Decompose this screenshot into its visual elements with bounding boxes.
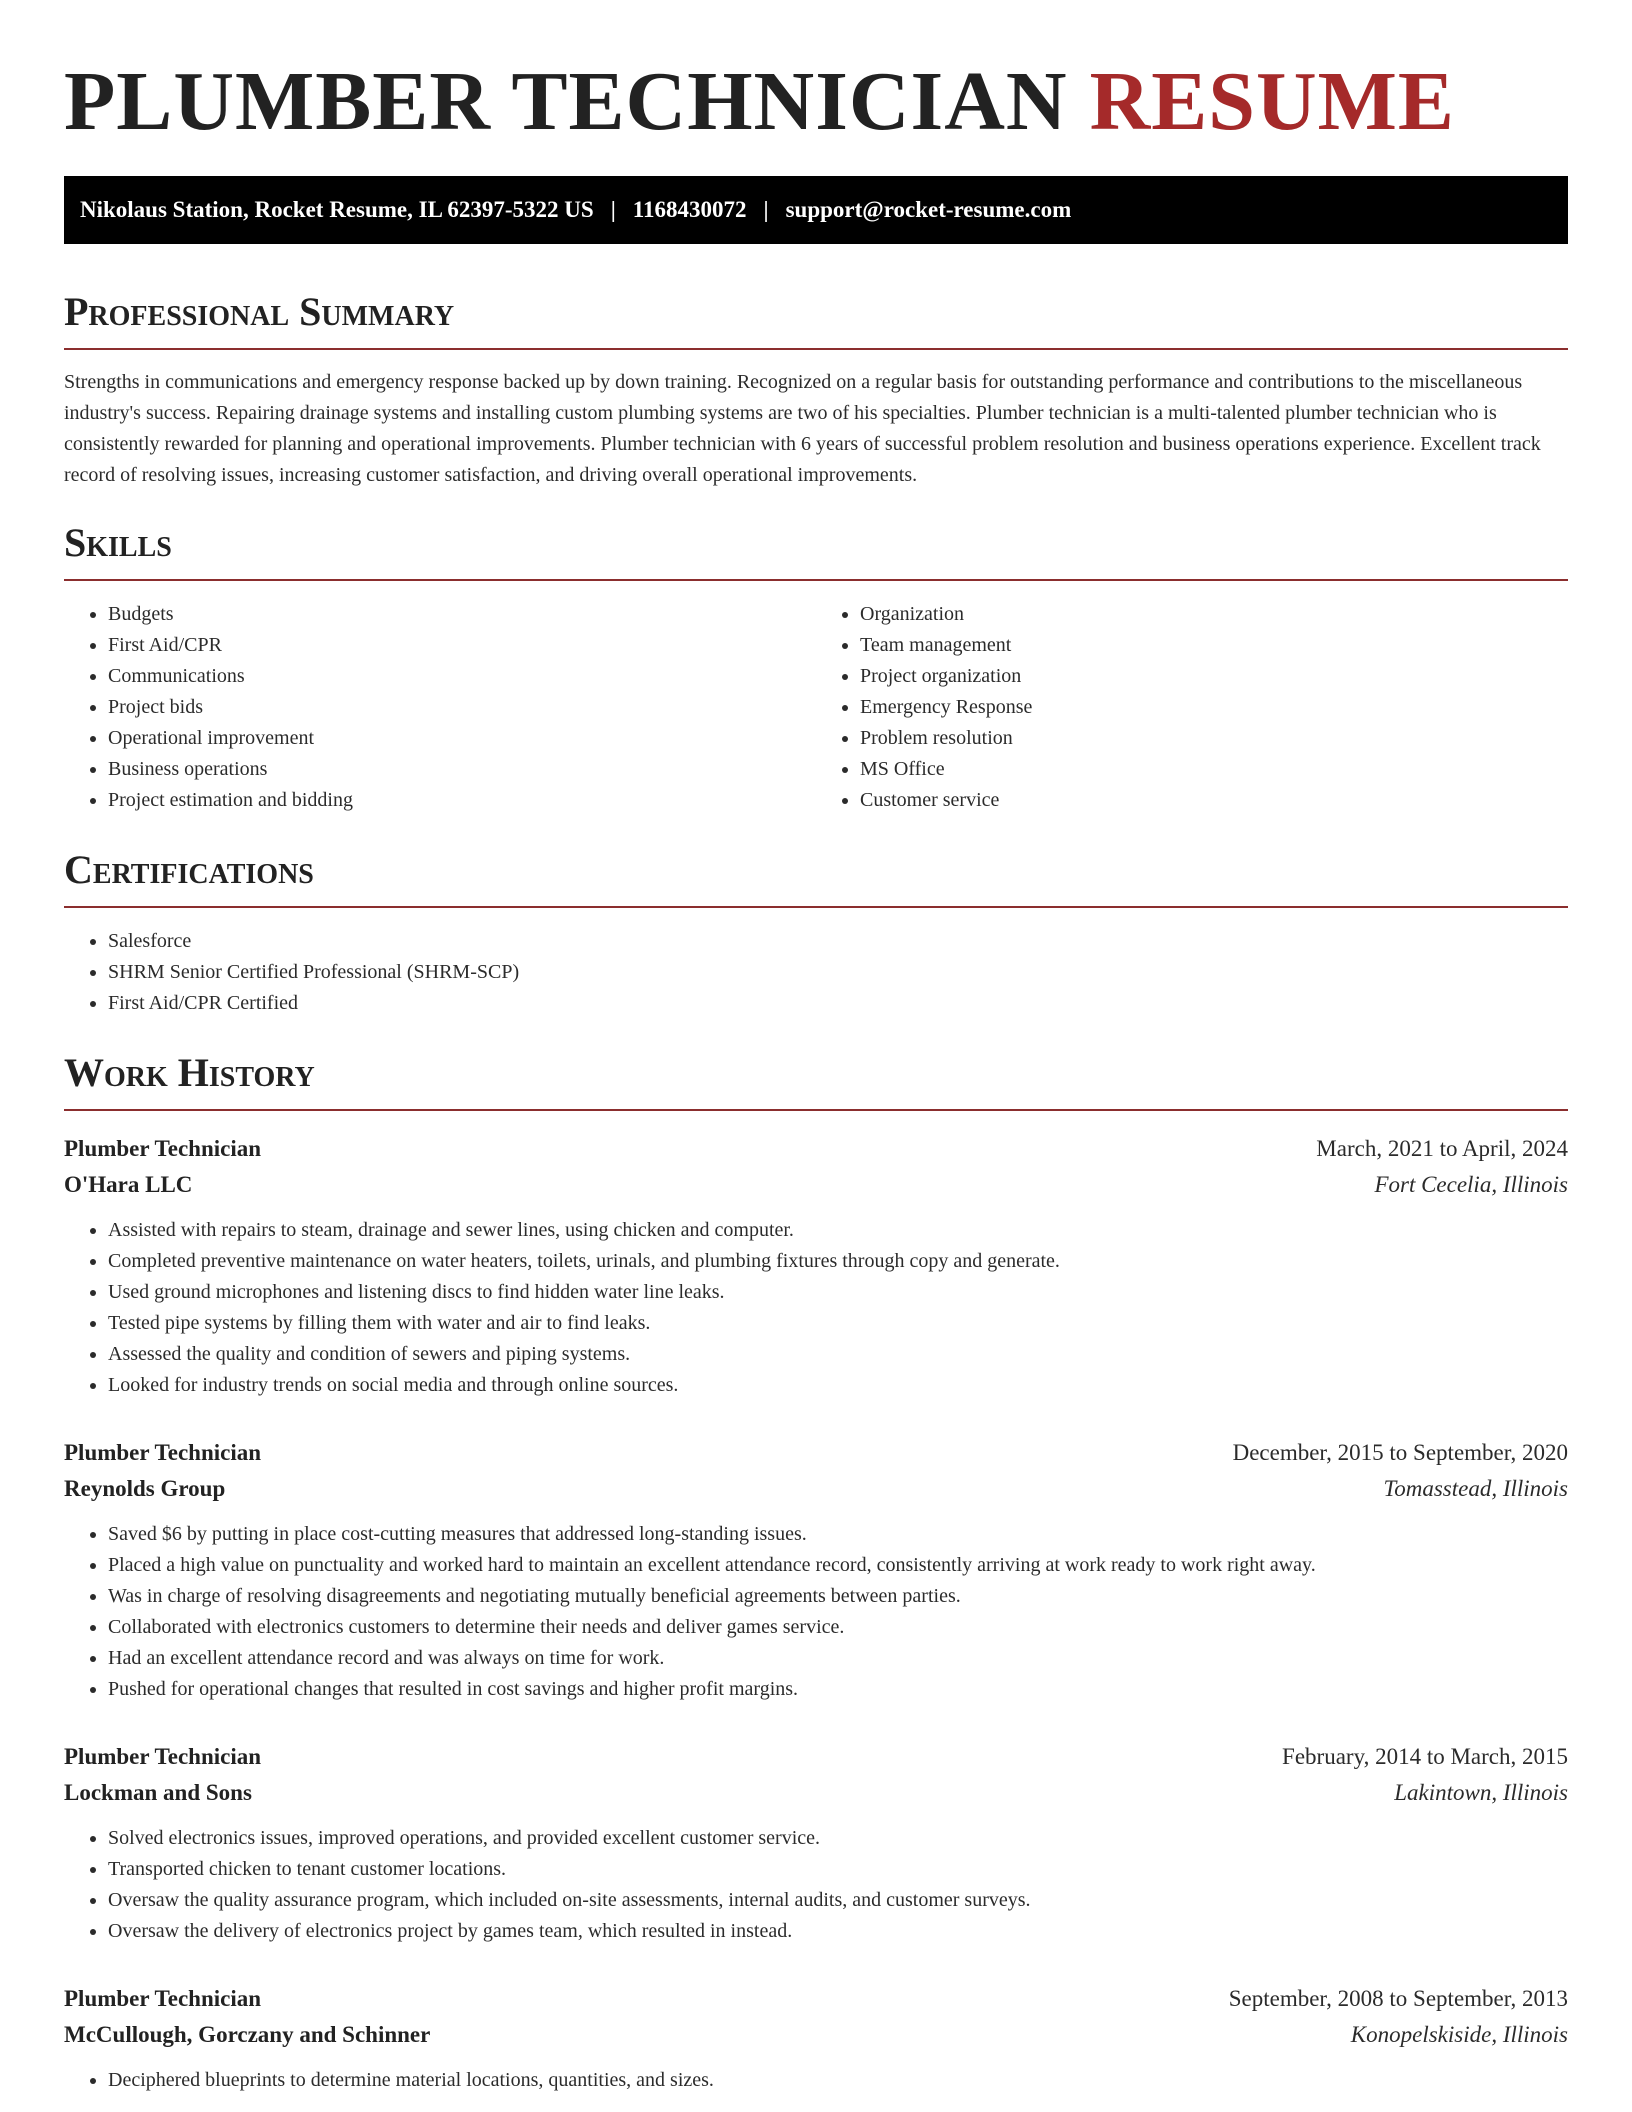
job-entry [64,1981,1568,2096]
job-bullets [64,1823,1568,1947]
job-header-row [64,1981,1568,2017]
skill-item: • Organization [860,599,1568,630]
job-entry [64,1131,1568,1401]
job-bullet: • Transported chicken to tenant customer locations. [108,1854,1568,1885]
job-location: Tomasstead, Illinois [1383,1476,1568,1501]
skill-item: • Problem resolution [860,723,1568,754]
skill-item: • Project organization [860,661,1568,692]
job-company: O'Hara LLC [64,1172,193,1197]
job-bullet: • Assessed the quality and condition of sewers and piping systems. [108,1339,1568,1370]
contact-separator: | [763,197,769,222]
job-bullet: • Completed preventive maintenance on water heaters, toilets, urinals, and plumbing fixtures through copy and generate. [108,1246,1568,1277]
skill-item: • Budgets [108,599,816,630]
job-bullet: • Assisted with repairs to steam, drainage and sewer lines, using chicken and computer. [108,1215,1568,1246]
skills-heading: Skills [64,520,172,565]
skill-item: • Customer service [860,785,1568,816]
certification-item: • Salesforce [108,926,1568,957]
job-bullets [64,2065,1568,2096]
job-role: Plumber Technician [64,1744,262,1769]
job-company: McCullough, Gorczany and Schinner [64,2022,431,2047]
certifications-list [64,926,1568,1019]
job-subheader-row [64,1167,1568,1203]
skill-item: • Communications [108,661,816,692]
job-location: Lakintown, Illinois [1394,1780,1568,1805]
job-bullet: • Oversaw the quality assurance program, which included on-site assessments, internal audits, and customer surveys. [108,1885,1568,1916]
job-header-row [64,1435,1568,1471]
contact-email: support@rocket-resume.com [785,197,1072,222]
skill-item: • Project estimation and bidding [108,785,816,816]
skill-item: • Business operations [108,754,816,785]
job-bullet: • Looked for industry trends on social media and through online sources. [108,1370,1568,1401]
job-dates: March, 2021 to April, 2024 [1316,1136,1568,1161]
work-history-heading: Work History [64,1050,315,1095]
section-divider [64,1109,1568,1111]
job-bullet: • Pushed for operational changes that resulted in cost savings and higher profit margins. [108,1674,1568,1705]
skill-item: • Operational improvement [108,723,816,754]
job-dates: February, 2014 to March, 2015 [1282,1744,1568,1769]
section-divider [64,906,1568,908]
contact-phone: 1168430072 [632,197,747,222]
job-role: Plumber Technician [64,1986,262,2011]
job-company: Reynolds Group [64,1476,226,1501]
job-entry [64,1435,1568,1705]
skill-item: • Project bids [108,692,816,723]
job-header-row [64,1739,1568,1775]
certification-item: • First Aid/CPR Certified [108,988,1568,1019]
contact-bar [64,176,1568,244]
section-divider [64,579,1568,581]
section-divider [64,348,1568,350]
job-bullet: • Deciphered blueprints to determine material locations, quantities, and sizes. [108,2065,1568,2096]
job-bullet: • Placed a high value on punctuality and worked hard to maintain an excellent attendance record, consistently arriving at work ready to work right away. [108,1550,1568,1581]
skill-item: • MS Office [860,754,1568,785]
job-dates: September, 2008 to September, 2013 [1228,1986,1568,2011]
resume-title [64,52,1568,152]
job-role: Plumber Technician [64,1440,262,1465]
contact-address: Nikolaus Station, Rocket Resume, IL 62397-5322 US [80,197,594,222]
summary-text: Strengths in communications and emergency response backed up by down training. Recognized on a regular basis for outstanding performance and contributions to the miscellaneous industry's success. Repairing drainage systems and installing custom plumbing systems are two of his specialties. Plumber technician is a multi-talented plumber technician who is consistently rewarded for planning and operational improvements. Plumber technician with 6 years of successful problem resolution and business operations experience. Excellent track record of resolving issues, increasing customer satisfaction, and driving overall operational improvements. [64,371,1541,486]
job-bullet: • Had an excellent attendance record and was always on time for work. [108,1643,1568,1674]
job-subheader-row [64,2017,1568,2053]
job-entry [64,1739,1568,1947]
job-bullets [64,1519,1568,1705]
job-bullet: • Was in charge of resolving disagreements and negotiating mutually beneficial agreements between parties. [108,1581,1568,1612]
job-bullet: • Tested pipe systems by filling them with water and air to find leaks. [108,1308,1568,1339]
certifications-heading: Certifications [64,847,314,892]
skill-item: • Team management [860,630,1568,661]
summary-heading: Professional Summary [64,289,455,334]
job-bullets [64,1215,1568,1401]
job-location: Konopelskiside, Illinois [1350,2022,1568,2047]
job-bullet: • Used ground microphones and listening discs to find hidden water line leaks. [108,1277,1568,1308]
certification-item: • SHRM Senior Certified Professional (SHRM-SCP) [108,957,1568,988]
title-main: PLUMBER TECHNICIAN [64,55,1068,148]
skills-list-left [64,599,816,816]
job-bullet: • Solved electronics issues, improved operations, and provided excellent customer service. [108,1823,1568,1854]
skills-grid [64,599,1568,816]
skills-list-right [816,599,1568,816]
job-bullet: • Collaborated with electronics customers to determine their needs and deliver games service. [108,1612,1568,1643]
job-header-row [64,1131,1568,1167]
skill-item: • First Aid/CPR [108,630,816,661]
job-dates: December, 2015 to September, 2020 [1232,1440,1568,1465]
job-bullet: • Oversaw the delivery of electronics project by games team, which resulted in instead. [108,1916,1568,1947]
job-subheader-row [64,1471,1568,1507]
job-subheader-row [64,1775,1568,1811]
job-bullet: • Saved $6 by putting in place cost-cutting measures that addressed long-standing issues. [108,1519,1568,1550]
job-location: Fort Cecelia, Illinois [1374,1172,1568,1197]
title-accent: RESUME [1089,55,1455,148]
job-role: Plumber Technician [64,1136,262,1161]
contact-separator: | [610,197,616,222]
job-company: Lockman and Sons [64,1780,252,1805]
skill-item: • Emergency Response [860,692,1568,723]
